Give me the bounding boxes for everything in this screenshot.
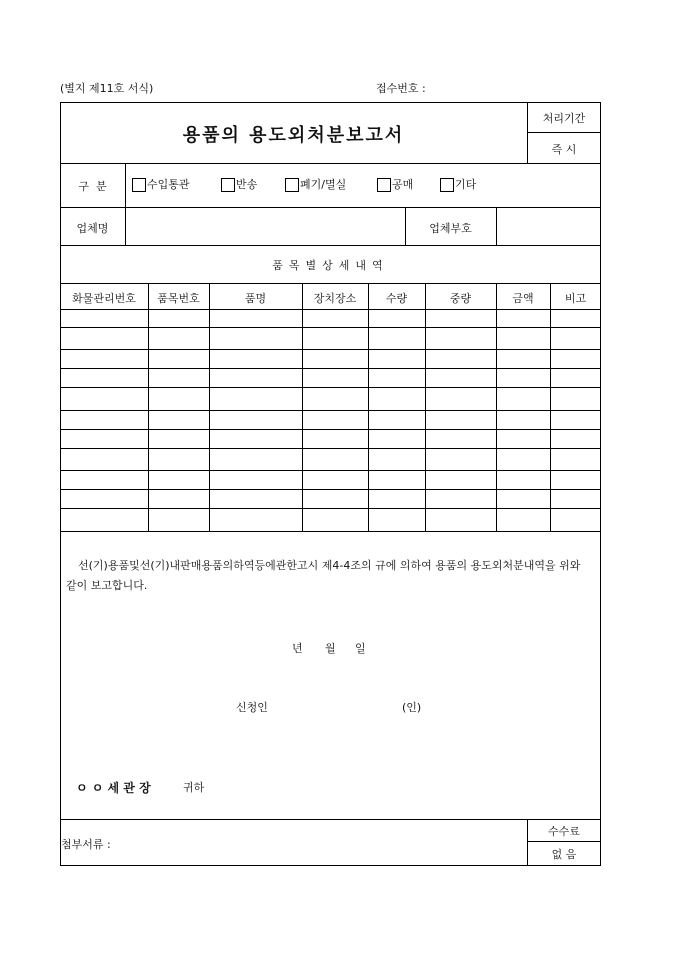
option-disposal-loss[interactable]: 폐기/멸실 — [285, 176, 346, 194]
page-title: 용품의 용도외처분보고서 — [182, 125, 405, 146]
form-number: (별지 제11호 서식) — [60, 82, 154, 95]
checkbox[interactable] — [440, 178, 454, 192]
checkbox[interactable] — [377, 178, 391, 192]
date-month: 월 — [325, 642, 336, 655]
option-import[interactable]: 수입통관 — [132, 176, 190, 194]
honorific: 귀하 — [183, 781, 205, 794]
detail-section-title: 품목별상세내역 — [272, 259, 389, 272]
checkbox[interactable] — [221, 178, 235, 192]
option-return[interactable]: 반송 — [221, 176, 257, 194]
col-weight: 중량 — [449, 292, 472, 305]
fee-value: 없 음 — [551, 848, 577, 861]
checkbox[interactable] — [132, 178, 146, 192]
col-storage-place: 장치장소 — [313, 292, 357, 305]
processing-period-label: 처리기간 — [542, 112, 586, 125]
option-other[interactable]: 기타 — [440, 176, 476, 194]
col-remarks: 비고 — [564, 292, 587, 305]
attachments-label: 첨부서류 : — [61, 838, 111, 851]
applicant-label: 신청인 — [236, 701, 268, 714]
statement-text: 선(기)용품및선(기)내판매용품의하역등에관한고시 제4-4조의 규에 의하여 용품의 용도외처분내역을 위와 같이 보고합니다. — [66, 559, 581, 592]
category-label: 구 분 — [78, 180, 107, 193]
col-item-name: 품명 — [244, 292, 267, 305]
company-name-label: 업체명 — [76, 222, 109, 235]
seal-mark: (인) — [402, 701, 422, 714]
fee-label: 수수료 — [548, 825, 580, 838]
company-code-field[interactable] — [497, 208, 600, 244]
date-year: 년 — [292, 642, 303, 655]
col-amount: 금액 — [512, 292, 534, 305]
company-code-label: 업체부호 — [429, 222, 472, 235]
col-quantity: 수량 — [385, 292, 408, 305]
option-auction[interactable]: 공매 — [377, 176, 413, 194]
col-cargo-no: 화물관리번호 — [72, 292, 136, 305]
processing-period-value: 즉 시 — [551, 143, 577, 156]
checkbox[interactable] — [285, 178, 299, 192]
date-day: 일 — [355, 642, 366, 655]
customs-office: ㅇ ㅇ 세 관 장 — [76, 781, 151, 795]
company-name-field[interactable] — [126, 208, 404, 244]
col-item-no: 품목번호 — [157, 292, 200, 305]
receipt-number: 접수번호 : — [376, 82, 426, 95]
